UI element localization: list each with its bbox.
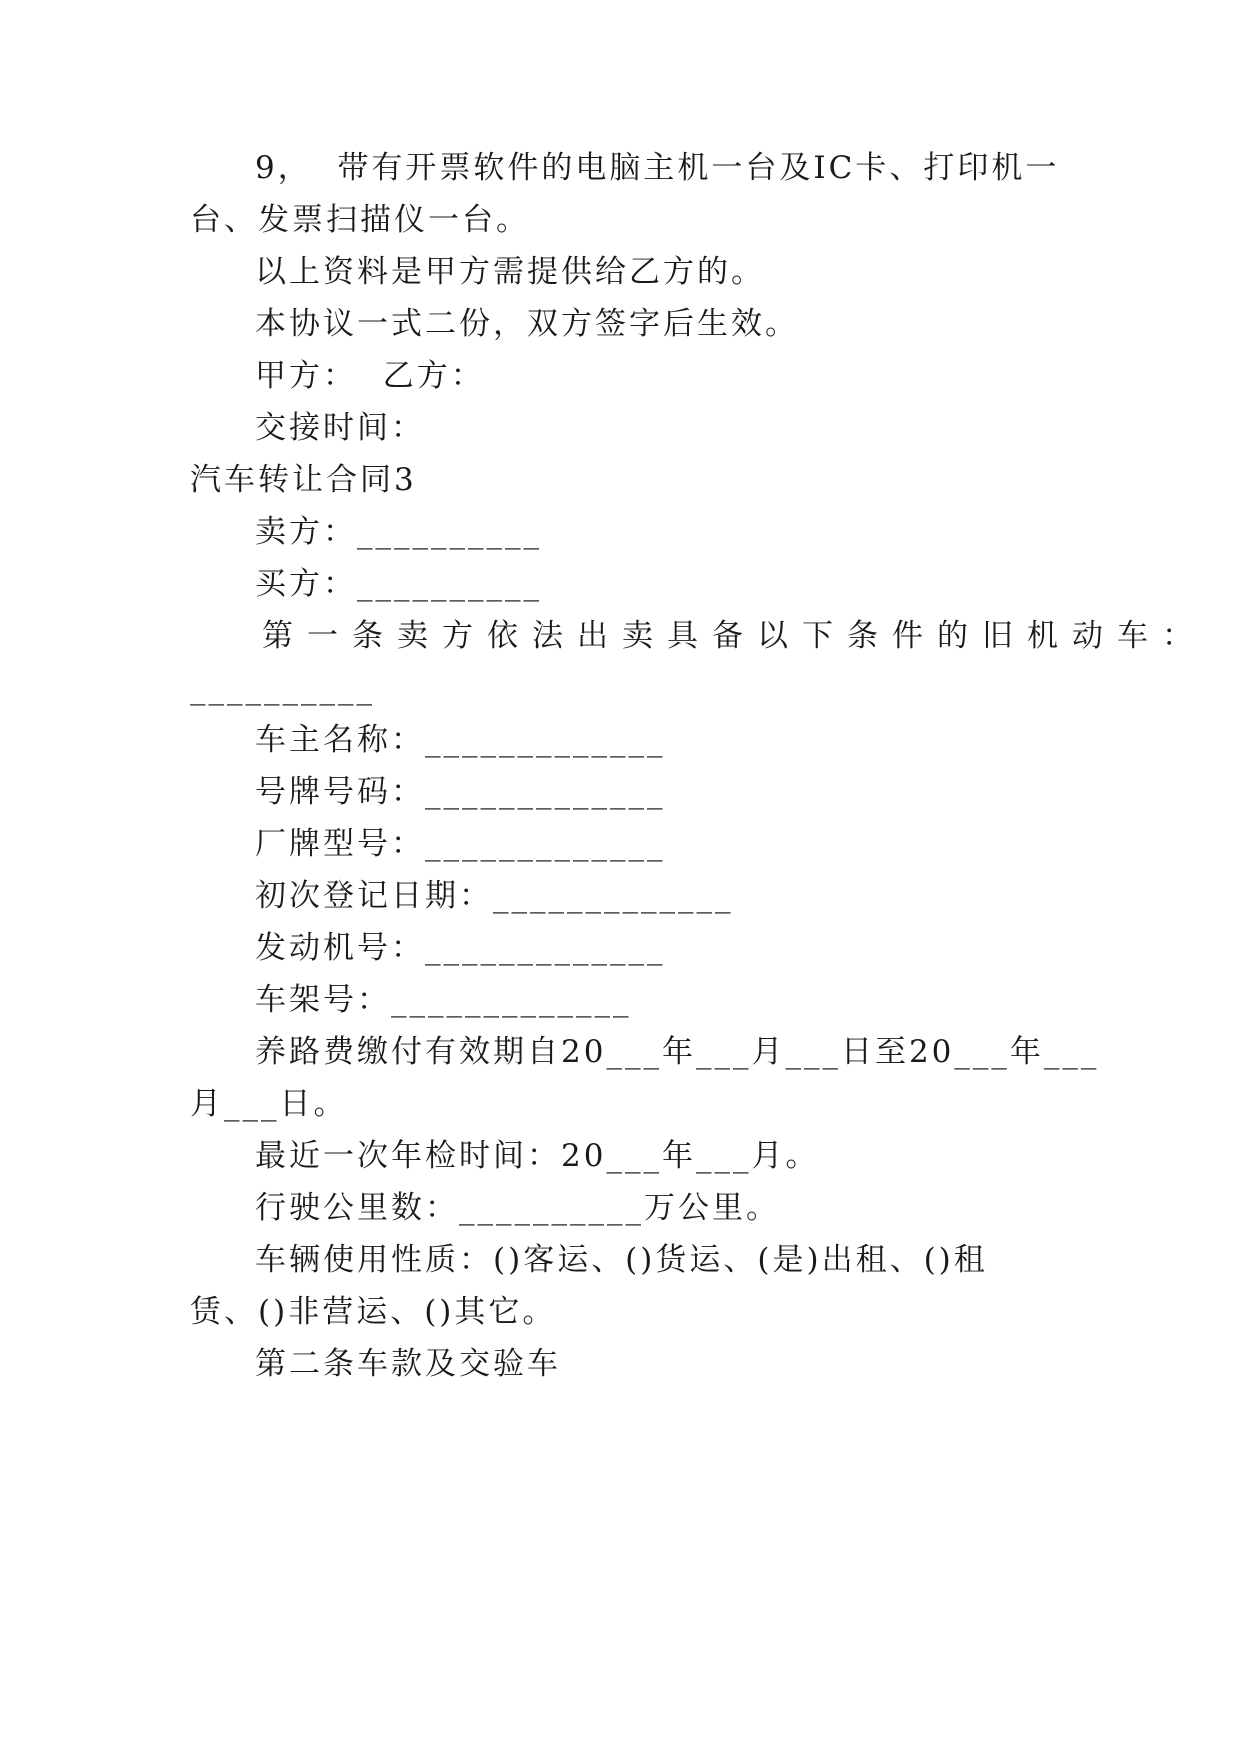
text-line-plate-number: 号牌号码：_____________ [255,774,666,810]
text-line-usage-type-cont: 赁、()非营运、()其它。 [190,1294,557,1330]
text-line-parties: 甲方： 乙方： [255,358,485,394]
text-line-brand-model: 厂牌型号：_____________ [255,826,666,862]
section-title: 汽车转让合同3 [190,462,417,498]
text-line-article1-blank: __________ [190,670,375,706]
text-line-mileage: 行驶公里数：__________万公里。 [255,1190,780,1226]
text-line-annual-inspection: 最近一次年检时间：20___年___月。 [255,1138,820,1174]
text-line-article2: 第二条车款及交验车 [255,1346,561,1382]
text-line-engine-number: 发动机号：_____________ [255,930,666,966]
text-line-frame-number: 车架号：_____________ [255,982,632,1018]
text-line-owner-name: 车主名称：_____________ [255,722,666,758]
text-line-buyer: 买方：__________ [255,566,542,602]
text-line-seller: 卖方：__________ [255,514,542,550]
text-line-item9: 9， 带有开票软件的电脑主机一台及IC卡、打印机一 [255,150,1060,186]
text-line-materials: 以上资料是甲方需提供给乙方的。 [255,254,765,290]
text-line-article1: 第一条卖方依法出卖具备以下条件的旧机动车： [262,618,1207,654]
text-line-usage-type: 车辆使用性质：()客运、()货运、(是)出租、()租 [255,1242,988,1278]
text-line-copies: 本协议一式二份，双方签字后生效。 [255,306,799,342]
text-line-handover-time: 交接时间： [255,410,425,446]
text-line-item9-cont: 台、发票扫描仪一台。 [190,202,530,238]
text-line-first-registration: 初次登记日期：_____________ [255,878,734,914]
text-line-road-fee-cont: 月___日。 [190,1086,348,1122]
text-line-road-fee: 养路费缴付有效期自20___年___月___日至20___年___ [255,1034,1100,1070]
